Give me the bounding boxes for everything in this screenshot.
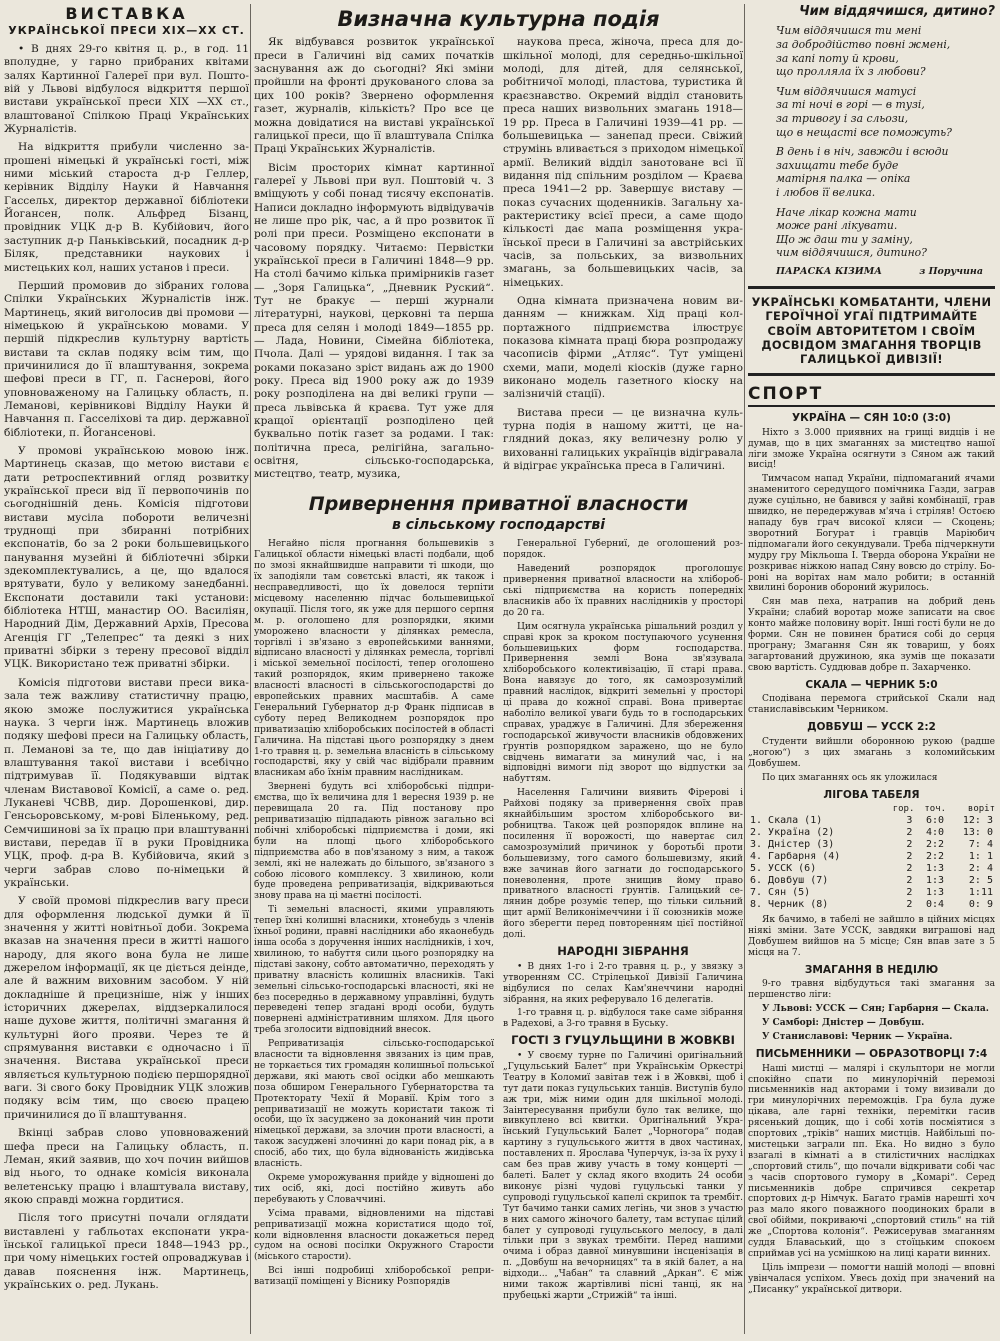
table-row bbox=[748, 851, 995, 863]
sport-header: СПОРТ bbox=[748, 384, 995, 407]
exhibition-column bbox=[4, 4, 249, 1338]
writers-paragraph: Ціль імпрези — помогти нашій молоді — вповні увінчалася успіхом. Увесь дохід при значений на „Писанку“ української дитвори. bbox=[748, 1262, 995, 1295]
table-cell: 2 bbox=[906, 827, 913, 839]
property-paragraph: Наведений розпорядок проголошує привернення приватної власности на хліборобські підприємства на користь попередніх власників або їх правних наслідників у просторі до 20 га. bbox=[503, 564, 743, 618]
exhibition-subtitle: УКРАЇНСЬКОЇ ПРЕСИ XIX—XX СТ. bbox=[8, 24, 245, 38]
match-title: СКАЛА — ЧЕРНИК 5:0 bbox=[805, 678, 938, 691]
poem-line: Чим віддячишся матусі bbox=[776, 84, 917, 98]
match-title: ДОВБУШ — УССК 2:2 bbox=[807, 721, 936, 734]
property-paragraph: Населення Галичини виявить Фірерові і Райхові подяку за привернення своїх прав якнайбільшим зростом хліборобського виробництва. Також цей розпорядок вплине на посилення її ворожості, що навертає сил самозрозумілий причинок у боротьбі проти большевизму, того самого большевизму, який вже зачинав його загнати до господарського поневолення, проте знищив йому право приватного власності ґрунтів. Галицький селянин добре розуміє тепер, що тільки сильний щит армії Великонімеччини і її союзників може його зберегти перед повторенням цієї постійної долі. bbox=[503, 788, 743, 941]
exhibition-masthead: ВИСТАВКА bbox=[65, 4, 188, 23]
sunday-line: У Львові: УССК — Сян; Гарбарня — Скала. bbox=[762, 1003, 989, 1015]
poem-line: за капі поту й крови, bbox=[776, 51, 899, 65]
exhibition-paragraph: Вкінці забрав слово уповноважений шефа преси на Галицьку область, п. Леман, який заявив, що хоч почин вийшов від нього, то однаке комісія виконала велетенську працю і влаштувала виставу, якою справді можна гордитися. bbox=[4, 1127, 249, 1206]
match-paragraph: По цих змаганнях ось як уложилася bbox=[762, 772, 938, 783]
table-cell: 12: 3 bbox=[962, 815, 993, 827]
property-paragraph: Цим осягнула українська рішальний роздил у справі крок за кроком поступаючого усунення большевицьких форм господарства. Привернення землі Вона зв'язувала хліборобського колективізацію, її старі права. Вона навязує до того, як самозрозумілий правний наслідок, відкриті земельні у просторі ці права до кожної справі. Вона привертає наболіло великої уваги будь то в господарських справах, ураджує в Галичині. Для збереження господарської живучости власників обдовжених ґрунтів розпорядком заражено, що не було свідчень вимагати за минулий час, і на відповідні вимоги під зворот що відпустки за набуттям. bbox=[503, 621, 743, 785]
match-paragraph: Студенти вийшли оборонною рукою (радше „ногою“) з цих змагань з коломийським Довбушем. bbox=[748, 736, 995, 769]
table-row bbox=[748, 827, 995, 839]
table-row bbox=[748, 839, 995, 851]
combatants-appeal: УКРАЇНСЬКІ КОМБАТАНТИ, ЧЛЕНИ ГЕРОЇЧНОЇ УГАЇ ПІДТРИМАЙТЕ СВОЇМ АВТОРИТЕТОМ І СВОЇМ ДОСВІДОМ ЗМАГАННЯ ТВОРЦІВ ГАЛИЦЬКОЇ ДИВІЗІЇ! bbox=[748, 286, 995, 376]
table-header bbox=[748, 804, 883, 815]
poem-stanza bbox=[776, 85, 995, 139]
table-comment: Як бачимо, в табелі не зайшло в ційних місцях ніякі зміни. Зате УССК, завдяки виграшові над Довбушем вийшов на 5 місце; Сян впав зате з 5 місця на 7. bbox=[748, 915, 995, 958]
right-column bbox=[748, 4, 995, 1338]
table-header-row bbox=[748, 804, 995, 815]
culture-col-a bbox=[254, 36, 494, 486]
sunday-line: У Самборі: Дністер — Довбуш. bbox=[762, 1017, 925, 1029]
match-paragraph: Тимчасом напад України, підпомаганий ячами знаменитого середущого помічника Газди, заграв дуже суцільно, не бавився у зайві комбінації, грав швидко, не передержував м'яча і стріляв! Остоєю нападу був грач високої кляси — Скоцень; зворотний Богурат і гравців Марiюбич підпомагали його секундували. Треба підчеркнути мудру гру Мікльоша І. Тверда оборона України не розкриває ніжкою напад Сяну вовсю до стрілу. Бороні на ворітах нам мало робити; в останній хвилині боронив обороний журилось. bbox=[748, 474, 995, 594]
table-cell: 2 bbox=[906, 851, 913, 863]
property-paragraph: Негайно після прогнання большевиків з Галицької области німецькі власті подбали, щоб по змозі якнайшвидше направити ті шкоди, що їх заподіяли там совєтські власті, як також і несправедливості, що їх довелося терпіти місцевому населенню підчас большевицької окупації. Після того, як уже для першого серпня м. р. оголошено для розпорядки, якими уморожено власности у ділянках ремесла, торгівлі і зв'язано з европейськими ваннями, відписано власності у ділянках ремесла, торгівлі і міської земельної посілості, тепер оголошено такий розпорядок, яким привернено такоже власності власності в сільськогосподарстві до европейських правних масштабів. А саме Генеральний Губернатор д-р Франк підписав в суботу перед Великоднем розпорядок про приватизацію хліборобських посілостей в області Галичина. На підставі цього розпорядку з днем 1-го травня ц. р. земельна власність в сільському господарстві, яку у свій час відібрали правним власникам або їхнім правним наслідникам. bbox=[254, 539, 494, 779]
exhibition-paragraph: У своїй промові підкреслив вагу преси для оформлення людської думки й її значення у житті новітньої доби. Зокрема вказав на значення преси в житті нашого народу, для якого вона була не лише джерелом інформації, як це діється деінде, але й важним виховним засобом. У ній докладніше й прецизніше, ніж у інших історичних джерелах, віддзеркалилося наше духове життя, політичні змагання й культурні його прояви. Через те й спрямування виставки є одночасно і її значення. Вистава української преси являється культурною подією першорядної ваги. Зі свого боку Провідник УЦК зложив подяку всім тим, що своєю працею причинилися до її влаштування. bbox=[4, 895, 249, 1121]
culture-col-b bbox=[503, 36, 743, 486]
table-cell: 2. Україна (2) bbox=[750, 827, 835, 839]
table-row bbox=[748, 887, 995, 899]
table-cell: 2:2 bbox=[925, 851, 945, 863]
culture-paragraph: наукова преса, жіноча, преса для дошкільної молоді, для середньо-шкільної молоді, для дітей, для селянської, робітничої молоді, пластова, туристика й краєзнавство. Окремий відділ становить преса наших визвольних змагань 1918—19 рр. Преса в Галичині 1939—41 рр. — большевицька — занепад преси. Свіжий струмінь вливається з приходом німецької армії. Великий відділ занотоване всі її видання під спільним розділом — Краєва преса 1941—2 рр. Завершує виставу — показ сучасних щоденників. Загальну характеристику всієї преси, а саме щодо кількості дає мапа розміщення української преси в Галичині за австрійських часів, за польських, за визвольних змагань, за большевицьких часів, за німецьких. bbox=[503, 36, 743, 289]
property-paragraph: Генеральної Губерниї, де оголошений розпорядок. bbox=[503, 539, 743, 561]
poem-line: матірня палка — опіка bbox=[776, 172, 911, 186]
poem-body bbox=[748, 24, 995, 260]
table-cell: 7: 4 bbox=[968, 839, 993, 851]
table-cell: 4:0 bbox=[925, 827, 945, 839]
column-rule bbox=[250, 4, 251, 1334]
match-paragraph: Сян мав пеха, натрапив на добрий день України; слабий воротар може записати на своє конто майже половину ворiт. Інші гості були не до форми. Сян не повинен братися собі до серця програну; Змагання Сян як товариш, у боях загартований дружиною, яка зумів ще показати свою вартість. Суддював добре п. Захарченко. bbox=[748, 597, 995, 673]
table-cell: 1. Скала (1) bbox=[750, 815, 823, 827]
property-paragraph: Всі інші подробиці хліборобської реприватизації поміщені у Віснику Розпорядів bbox=[254, 1266, 494, 1288]
column-rule bbox=[744, 4, 745, 1334]
poem-line: чим віддячишся, дитино? bbox=[776, 246, 927, 260]
table-cell: 0: 9 bbox=[968, 899, 993, 911]
property-col-b bbox=[503, 539, 743, 1305]
table-cell: 7. Сян (5) bbox=[750, 887, 811, 899]
exhibition-paragraph: На відкриття прибули численно запрошені німецькі й українські гості, між ними міський староста д-р Геллер, керівник Відділу Науки й Навчання Гассельх, директор державної бібліотеки Йогансен, полк. Альфред Бізанц, провідник УЦК д-р В. Кубійович, його заступник д-р Паньківський, посадник д-р Біляк, представники наукових і мистецьких кол, наших установ і преси. bbox=[4, 141, 249, 274]
match-paragraph: Ніхто з 3.000 приявних на грищі видців і не думав, що в цих змаганнях за мистецтво нашої ліги зможе Україна осягнути з Сяном аж такий висід! bbox=[748, 427, 995, 471]
exhibition-paragraph: Перший промовив до зібраних голова Спілки Українських Журналістів інж. Мартинець, який виголосив дві промови — німецькою й українською мовами. У першій підкреслив культурну вартість вистави та склав подяку всім тим, що причинилися до її влаштування, зокрема шефові преси в ГГ, п. Гаснерові, його уповноваженому на Галицьку область, п. Лемановi, керівникові Відділу Науки й Навчання п. Гасселіхові та дир. державної бібліотеки, п. Йогансенові. bbox=[4, 279, 249, 439]
exhibition-paragraph: Комісія підготови вистави преси виказала теж важливу статистичну працю, якою зможе послужитися українська наука. З черги інж. Мартинець вложив подяку шефові преси на Галицьку область, п. Лемановi за те, що дав ініціативу до влаштування такої вистави і всебічно підтримував її. Подякувавши відтак членам Виставової Комісії, а саме о. ред. Луканеві ЧСВВ, дир. Дорошенкові, дир. Генсьоровському, м-рові Біленькому, ред. Семчишинові за їх працю при влаштуванні вистави, передав її в руки Провідника УЦК, проф. д-ра В. Кубійовича, який з черги забрав слово по-німецьки й українськи. bbox=[4, 676, 249, 889]
poem-line: що пролляла їх з любови? bbox=[776, 65, 926, 79]
meetings-paragraph: 1-го травня ц. р. відбулося таке саме зібрання в Радехові, а 3-го травня в Буську. bbox=[503, 1008, 743, 1030]
property-col-a bbox=[254, 539, 494, 1305]
guests-heading: ГОСТІ З ГУЦУЛЬЩИНИ В ЖОВКВІ bbox=[511, 1033, 735, 1048]
poem-author: ПАРАСКА КІЗИМА bbox=[776, 265, 883, 277]
culture-paragraph: Одна кімната призначена новим виданням — книжкам. Хід праці колпортажного підприємства ілюструє показова кімната праці бюра розпродажу часописів фірми „Атляс“. Тут уміщені схеми, мапи, моделі кіосків (дуже гарно виконано модель газетного кіоску на залізничій стації). bbox=[503, 294, 743, 401]
poem-stanza bbox=[776, 206, 995, 260]
meetings-paragraph: • В днях 1-го і 2-го травня ц. р., у звязку з утворенням СС. Стрілецької Дивізії Галичина відбулися по селах Кам'янеччини народні зібрання, на яких реферувало 16 делегатів. bbox=[503, 961, 743, 1005]
sunday-title: ЗМАГАННЯ В НЕДІЛЮ bbox=[804, 963, 939, 976]
sport-section bbox=[748, 412, 995, 1296]
poem-line: і любов її велика. bbox=[776, 185, 876, 199]
culture-paragraph: Як відбувався розвиток української преси в Галичині від самих початків заснування аж до сьогодні? Які зміни пройшли на фронті друкованого слова за цих 100 років? Звернено оформлення газет, журналів, кількість? Про все це можна довідатися на виставі української галицької преси, що її влаштувала Спілка Праці Українських Журналістів. bbox=[254, 36, 494, 156]
poem-line: Чим віддячишся ти мені bbox=[776, 24, 922, 38]
exhibition-body bbox=[4, 43, 249, 1292]
table-cell: 1:3 bbox=[925, 887, 945, 899]
table-cell: 1: 1 bbox=[968, 851, 993, 863]
property-article bbox=[254, 539, 743, 1305]
exhibition-paragraph: • В днях 29-го квітня ц. р., в год. 11 вполудне, у гарно прибраних квітами залях Картинної Галереї при вул. Поштовій у Львові відбулося відкриття першої вистави української преси XIX —XX ст., влаштованої Спілкою Праці Українських Журналістів. bbox=[4, 43, 249, 136]
property-paragraph: Окреме уморожування прийде у відношені до тих осіб, які, досі постійно живуть або перебувають у Словаччині. bbox=[254, 1173, 494, 1205]
table-cell: 6. Довбуш (7) bbox=[750, 875, 829, 887]
property-paragraph: Ті земельні власності, якими управляють тепер їхні колишні власники, хтонебудь з членів їхньої родини, правні наслідники або якаонебудь інша особа з доручення інших наслідників, і хоч, хвилиною, то набуття сили цього розпорядку на підставі закону, собто автоматично, переходять у приватну власність колишніх власників. Такі земельні сільсько-господарські власності, які не без посередньо в державному управлінні, будуть переведені тепер згадані вроді особи, будуть повернені адміністративним шляхом. Для цього треба зголосити відповідний внесок. bbox=[254, 905, 494, 1036]
table-cell: 2: 5 bbox=[968, 875, 993, 887]
table-cell: 2: 4 bbox=[968, 863, 993, 875]
league-table bbox=[748, 804, 995, 911]
exhibition-paragraph: У промові українською мовою інж. Мартинець сказав, що метою вистави є дати ретроспективний огляд розвитку української преси від її первопочинів по сьогоднішній день. Комісія підготови вистави мусіла побороти величезні труднощі при збиранні потрібних експонатів, бо за 2 роки большевицького панування музейні й бібліотечні збірки здекомплектувались, а це, що вдалося врятувати, було у великому занедбанні. Експонати доставили такі установи: бібліотека НТШ, манастир ОО. Василіян, Народний Дім, Державний Архів, Пресова Агенція ГГ „Телепрес“ та деякі з них приватні збірки з терену пресової відділ УЦК. Використано теж приватні збірки. bbox=[4, 444, 249, 671]
culture-headline: Визначна культурна подія bbox=[337, 7, 660, 31]
writers-paragraph: Наші мистці — малярі і скульптори не могли спокійно спати по минулорічній перемозі письменників над акторами і тому визивали до гри минулорічних переможців. Гра була дуже цікава, але гарні техніки, перемітки гасив рясенький дощик, що і собі хотів посміятися з спортових „трiків“ наших мистців. Найбільші по-мистецьки заграли пп. Ека. Но видно з було взагалі в кімнаті а в стилістичних наслідках „спортовий стиль“, що почали відкривати собі час з часів спортового гумору в „Комарі“. Серед письменників добре спричився секретар спортових д-р Нiмчук. Багато грамів нарешті хоч раз мало якого поважного поодиноких брали в свої обійми, покриваючі „спортовий стиль“ на тій же „Спортова колонія“. Режисерував змаганням суддя Блаваський, що з стоїцьким спокоєм сприймав усі на усмішкою на лиці карати винних. bbox=[748, 1063, 995, 1259]
poem-stanza bbox=[776, 24, 995, 78]
property-headline: Привернення приватної власности bbox=[308, 492, 689, 515]
poem-line: може рані лікувати. bbox=[776, 219, 898, 233]
table-header: точ. bbox=[924, 804, 947, 815]
table-cell: 2 bbox=[906, 887, 913, 899]
league-table-title: ЛІГОВА ТАБЕЛЯ bbox=[823, 788, 920, 801]
match-paragraph: Сподівана перемога стрийської Скали над станиславівським Черником. bbox=[748, 694, 995, 716]
poem-line: за ті ночі в горі — в тузі, bbox=[776, 98, 925, 112]
table-cell: 2 bbox=[906, 875, 913, 887]
property-paragraph: Звернені будуть всі хліборобські підприємства, що їх величина для 1 вересня 1939 р. не перевищала 20 га. Під постанову про реприватизацію підпадають рівнож загально всі побічні хліборобські підприємства і доми, які були на площі цього хліборобського підприємства або в пов'язаному з ним, а також землі, які не належать до більшого, зв'язаного з собою лісового комплексу. З хвилиною, коли буде проведена реприватизація, відкриваються знову права на ці маєтні посілості. bbox=[254, 782, 494, 902]
property-paragraph: Реприватизація сільсько-господарської власности та відновлення звязаних із цим прав, не торкається тих громадян колишньої польської держави, які мають свої осідки або мешкають поза обширом Генерального Губернаторства та Протекторату Чехії й Моравії. Крім того з реприватизації не можуть користати також ті особи, що їх засуджено за доконаний чин проти німецької держави, за злочин проти власності, а також засуджені злочинні до кари понад рік, а в спосіб, або тих, що була віднованість жидівська власність. bbox=[254, 1039, 494, 1170]
poem-line: за добродійство повні жмені, bbox=[776, 37, 951, 51]
table-cell: 8. Черник (8) bbox=[750, 899, 829, 911]
culture-paragraph: Вистава преси — це визначна культурна подія в нашому житті, це наглядний доказ, яку величезну ролю у вихованні галицьких українців відігравала й відіграє українська преса в Галичині. bbox=[503, 406, 743, 473]
table-cell: 3. Дністер (3) bbox=[750, 839, 835, 851]
table-cell: 5. УССК (6) bbox=[750, 863, 817, 875]
table-cell: 2:2 bbox=[925, 839, 945, 851]
writers-title: ПИСЬМЕННИКИ — ОБРАЗОТВОРЦІ 7:4 bbox=[755, 1047, 988, 1060]
poem-line: що в нещасті все поможуть? bbox=[776, 125, 952, 139]
property-subheadline: в сільському господарстві bbox=[391, 516, 606, 533]
table-cell: 0:4 bbox=[925, 899, 945, 911]
table-row bbox=[748, 863, 995, 875]
culture-article bbox=[254, 36, 743, 486]
table-cell: 4. Гарбарня (4) bbox=[750, 851, 841, 863]
table-row bbox=[748, 815, 995, 827]
meetings-heading: НАРОДНІ ЗІБРАННЯ bbox=[557, 943, 689, 958]
poem-stanza bbox=[776, 145, 995, 199]
poem-place: з Поручина bbox=[919, 265, 983, 277]
sunday-line: 9-го травня відбудуться такі змагання за першенство ліги: bbox=[748, 979, 995, 1001]
table-cell: 13: 0 bbox=[962, 827, 993, 839]
table-cell: 1:3 bbox=[925, 863, 945, 875]
exhibition-paragraph: Після того присутні почали оглядати виставлені у габльотах експонати української галицької преси 1848—1943 рр., при чому німецьких гостей опроваджував і давав пояснення інж. Мартинець, українських о. ред. Лукань. bbox=[4, 1212, 249, 1291]
table-cell: 1:11 bbox=[968, 887, 993, 899]
poem-author-line bbox=[748, 266, 995, 278]
culture-paragraph: Вісім просторих кімнат картинної галереї у Львові при вул. Поштовій ч. 3 вміщують у собі понад тисячу експонатів. Написи докладно інформують відвідувачів не лише про рік, час, а й про розвиток її ролі при преси. Розміщено експонати в часовому порядку. Читаємо: Первістки української преси в Галичині 1848—9 рр. На столі бачимо кілька примірників газет — „Зоря Галицька“, „Дневник Руский“. Тут не бракує — перші журнали літературні, наукові, церковні та перша преса для селян і молоді 1849—1855 рр. — Лада, Новини, Сімейна бібліотека, Пчола. Далі — урядові видання. І так за роками показано зріст видань аж до 1900 року. Преса від 1900 року аж до 1939 року розподілена на дві великі групи — преса львівська й краєва. Тут уже для кращої орієнтації розподілено цей буквально потік газет за родами. І так: політична преса, релігійна, загально-освітня, сільсько-господарська, мистецтво, театр, музика, bbox=[254, 161, 494, 481]
table-cell: 2 bbox=[906, 839, 913, 851]
table-cell: 2 bbox=[906, 899, 913, 911]
property-paragraph: Усіма правами, відновленими на підставі реприватизації можна користатися щодо тої, коли відновлення власности докажеться перед судом на основі посілки Окружного Старости (міського старости). bbox=[254, 1208, 494, 1263]
table-cell: 2 bbox=[906, 863, 913, 875]
sunday-line: У Станиславові: Черник — Україна. bbox=[762, 1030, 953, 1042]
poem-title: Чим віддячишся, дитино? bbox=[799, 4, 995, 19]
poem-line: захищати тебе буде bbox=[776, 158, 899, 172]
table-header: гор. bbox=[892, 804, 915, 815]
poem-line: за тривогу і за сльози, bbox=[776, 111, 909, 125]
middle-column bbox=[254, 4, 743, 1338]
poem-line: Наче лікар кожна мати bbox=[776, 205, 917, 219]
poem-line: Що ж даш ти у заміну, bbox=[776, 232, 913, 246]
table-cell: 1:3 bbox=[925, 875, 945, 887]
table-header: ворiт bbox=[967, 804, 995, 815]
match-title: УКРАЇНА — СЯН 10:0 (3:0) bbox=[792, 412, 951, 425]
table-cell: 6:0 bbox=[925, 815, 945, 827]
table-row bbox=[748, 899, 995, 911]
table-row bbox=[748, 875, 995, 887]
table-cell: 3 bbox=[906, 815, 913, 827]
poem-line: В день і в ніч, завжди і всюди bbox=[776, 145, 949, 159]
guests-paragraph: • У своєму турне по Галичині оригінальний „Гуцульський Балет“ при Українськім Оркестрі Театру в Коломиї завітав теж і в Жовкві, щоб і тут дати показ гуцульських танців. Виступів було аж три, між ними один для шкільної молоді. Заінтересування прибули було так велике, що вивкуплено всі квитки. Оригінальний Український Гуцульський Балет „Чорногора“ подав картину з гуцульського життя в двох частинах, поставлених п. Ярослава Чуперчук, із-за їх руху і сам без прав живу участь в тому концерті — балеті. Балет у склад якого входить 24 особи виконує різні чудові гуцульські танки у супроводі гуцульської капелі скрипок та трембіт. Тут бачимо танки самих легінь, чи знов з участю в них самого жіночого балету, там вступає цілий балет у супроводі гуцульського мелосу, в далі тільки при з звуках трембіти. Перед нашими очима і образ давної минувшини інсценізація в п. „Довбуш на вечорницях“ та в якій балет, а на відходи... „Чабан“ та славний „Аркан“. Є між ними також жартівливі пісні танці, як на прубецькі жарти „Стрижій“ та інші. bbox=[503, 1051, 743, 1301]
